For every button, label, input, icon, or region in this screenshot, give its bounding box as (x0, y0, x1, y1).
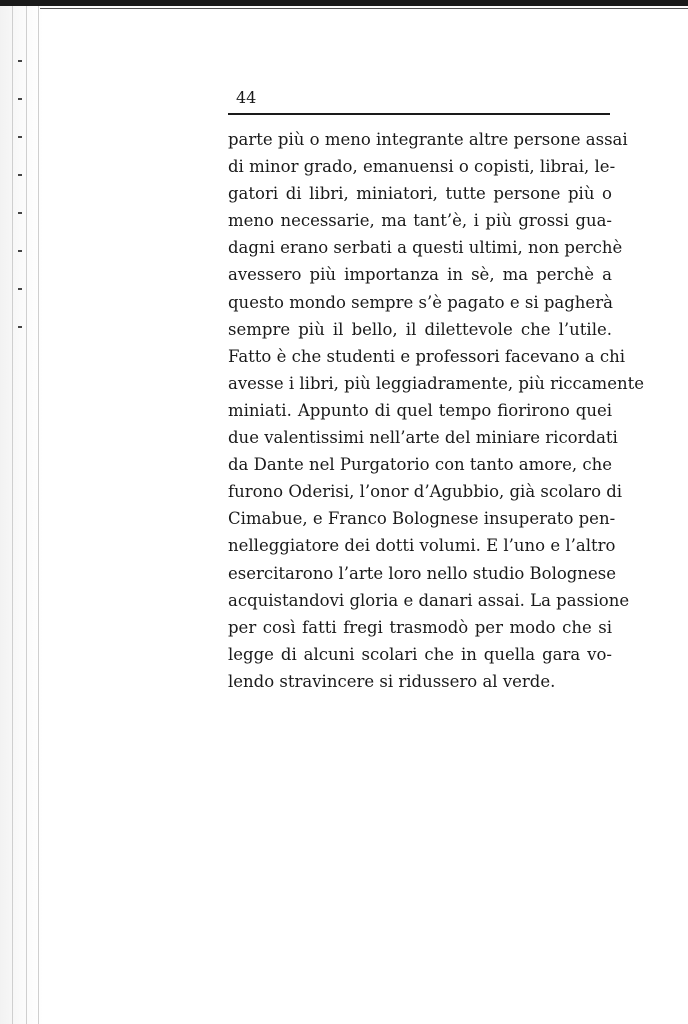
page-number: 44 (236, 88, 257, 107)
text-line: esercitarono l’arte loro nello studio Bolognese (228, 563, 616, 583)
binding-marks (18, 60, 22, 360)
text-line: gatori di libri, miniatori, tutte persone più o (228, 184, 612, 204)
text-line: miniati. Appunto di quel tempo fiorirono quei (228, 400, 612, 420)
text-line: Fatto è che studenti e professori facevano a chi (228, 346, 626, 366)
text-line: furono Oderisi, l’onor d’Agubbio, già scolaro di (228, 482, 623, 502)
text-line: nelleggiatore dei dotti volumi. E l’uno e l’altro (228, 536, 616, 556)
top-page-edge-line (40, 8, 688, 9)
text-line: questo mondo sempre s’è pagato e si pagherà (228, 292, 613, 312)
page-binding-edge (0, 0, 44, 1024)
binding-line (26, 0, 27, 1024)
text-line: avesse i libri, più leggiadramente, più riccamente (228, 373, 644, 393)
text-line: dagni erano serbati a questi ultimi, non perchè (228, 238, 623, 258)
text-line: meno necessarie, ma tant’è, i più grossi gua- (228, 211, 612, 231)
text-line: acquistandovi gloria e danari assai. La passione (228, 590, 630, 610)
text-line: lendo stravincere si ridussero al verde. (228, 671, 556, 691)
binding-line (12, 0, 13, 1024)
text-line: avessero più importanza in sè, ma perchè a (228, 265, 612, 285)
text-line: di minor grado, emanuensi o copisti, librai, le- (228, 157, 616, 177)
top-page-edge (0, 0, 688, 6)
binding-line (38, 0, 39, 1024)
text-line: legge di alcuni scolari che in quella gara vo- (228, 644, 612, 664)
text-line: da Dante nel Purgatorio con tanto amore, che (228, 455, 612, 475)
text-line: per così fatti fregi trasmodò per modo che si (228, 617, 612, 637)
text-line: due valentissimi nell’arte del miniare ricordati (228, 428, 618, 448)
text-line: sempre più il bello, il dilettevole che l’utile. (228, 319, 612, 339)
body-text (228, 126, 644, 695)
text-line: Cimabue, e Franco Bolognese insuperato pen- (228, 509, 616, 529)
text-line: parte più o meno integrante altre persone assai (228, 130, 628, 149)
header-rule (228, 113, 610, 115)
